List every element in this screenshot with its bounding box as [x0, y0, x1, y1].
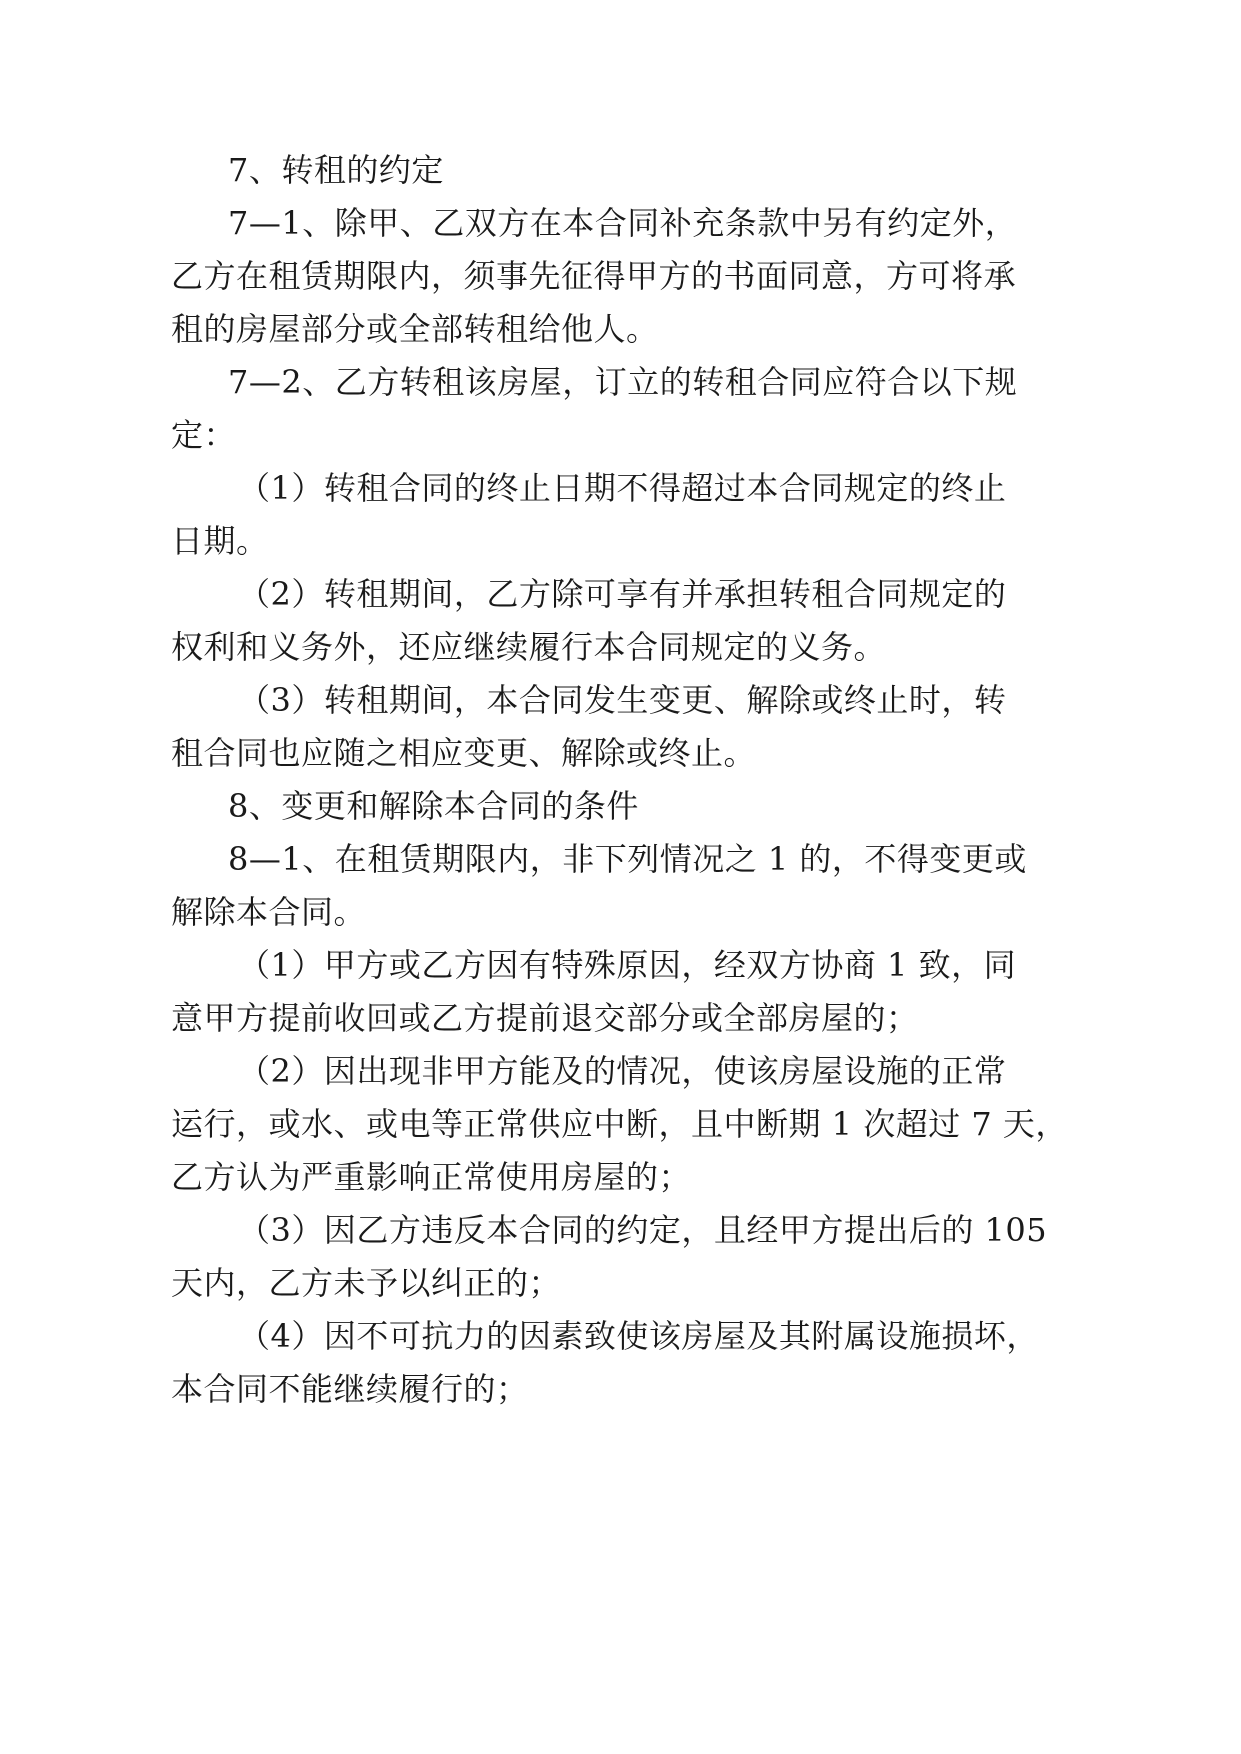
paragraph-line: 权利和义务外，还应继续履行本合同规定的义务。 [171, 628, 887, 666]
paragraph-line: 租合同也应随之相应变更、解除或终止。 [171, 734, 757, 772]
paragraph-line: （2）因出现非甲方能及的情况，使该房屋设施的正常 [238, 1052, 1007, 1090]
paragraph-line: 7—2、乙方转租该房屋，订立的转租合同应符合以下规 [228, 363, 1018, 401]
paragraph-line: 本合同不能继续履行的； [171, 1370, 529, 1408]
paragraph-line: （1）甲方或乙方因有特殊原因，经双方协商 1 致，同 [238, 946, 1017, 984]
paragraph-line: 租的房屋部分或全部转租给他人。 [171, 310, 659, 348]
paragraph-line: （2）转租期间，乙方除可享有并承担转租合同规定的 [238, 575, 1007, 613]
paragraph-line: 运行，或水、或电等正常供应中断，且中断期 1 次超过 7 天， [171, 1105, 1068, 1143]
section-heading-7: 7、转租的约定 [228, 151, 444, 189]
paragraph-line: 意甲方提前收回或乙方提前退交部分或全部房屋的； [171, 999, 919, 1037]
paragraph-line: 8—1、在租赁期限内，非下列情况之 1 的，不得变更或 [228, 840, 1027, 878]
paragraph-line: 定： [171, 416, 237, 454]
paragraph-line: （4）因不可抗力的因素致使该房屋及其附属设施损坏， [238, 1317, 1039, 1355]
paragraph-line: 解除本合同。 [171, 893, 367, 931]
paragraph-line: 天内，乙方未予以纠正的； [171, 1264, 562, 1302]
paragraph-line: 乙方在租赁期限内，须事先征得甲方的书面同意，方可将承 [171, 257, 1017, 295]
paragraph-line: （1）转租合同的终止日期不得超过本合同规定的终止 [238, 469, 1007, 507]
paragraph-line: （3）因乙方违反本合同的约定，且经甲方提出后的 105 [238, 1211, 1048, 1249]
paragraph-line: （3）转租期间，本合同发生变更、解除或终止时，转 [238, 681, 1007, 719]
paragraph-line: 7—1、除甲、乙双方在本合同补充条款中另有约定外， [228, 204, 1018, 242]
paragraph-line: 日期。 [171, 522, 269, 560]
paragraph-line: 乙方认为严重影响正常使用房屋的； [171, 1158, 692, 1196]
section-heading-8: 8、变更和解除本合同的条件 [228, 787, 639, 825]
